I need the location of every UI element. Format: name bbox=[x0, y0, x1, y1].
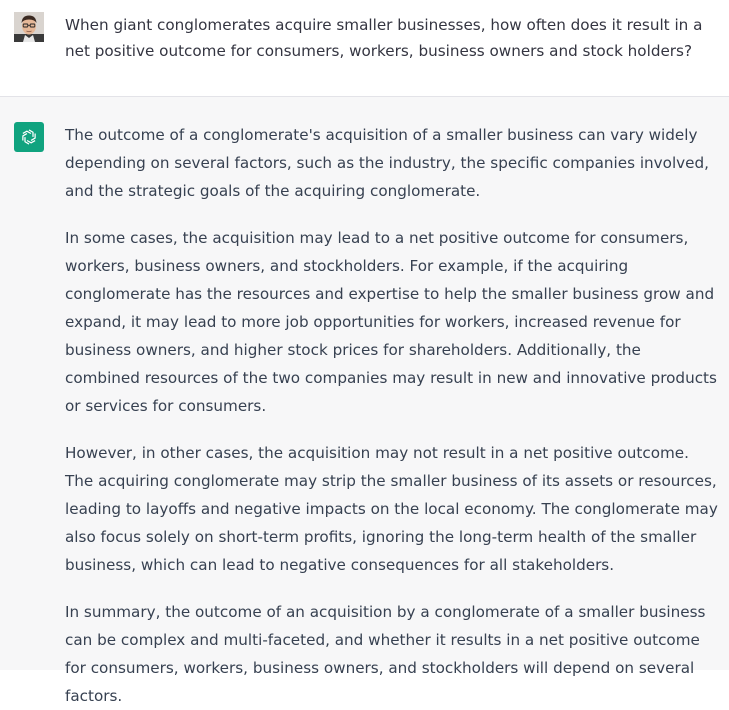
user-message-text: When giant conglomerates acquire smaller businesses, how often does it result in a net positive outcome for consumers, workers, business owners and stock holders? bbox=[65, 16, 703, 60]
user-avatar bbox=[14, 12, 44, 42]
assistant-paragraph: In summary, the outcome of an acquisition by a conglomerate of a smaller business can be complex and multi-faceted, and whether it results in a net positive outcome for consumers, workers, business owners, and stockholders will depend on several factors. bbox=[65, 603, 706, 705]
assistant-paragraph: However, in other cases, the acquisition may not result in a net positive outcome. The acquiring conglomerate may strip the smaller business of its assets or resources, leading to layoffs and negative impacts on the local economy. The conglomerate may also focus solely on short-term profits, ignoring the long-term health of the smaller business, which can lead to negative consequences for all stakeholders. bbox=[65, 444, 718, 574]
openai-logo-icon bbox=[14, 122, 44, 152]
assistant-message bbox=[0, 97, 729, 705]
assistant-message-body bbox=[65, 121, 720, 710]
user-message bbox=[0, 0, 729, 97]
assistant-paragraph: The outcome of a conglomerate's acquisition of a smaller business can vary widely depending on several factors, such as the industry, the specific companies involved, and the strategic goals of the acquiring conglomerate. bbox=[65, 126, 709, 200]
assistant-avatar bbox=[14, 122, 44, 152]
user-photo-avatar-icon bbox=[14, 12, 44, 42]
assistant-paragraph: In some cases, the acquisition may lead to a net positive outcome for consumers, workers, business owners, and stockholders. For example, if the acquiring conglomerate has the resources and expertise to help the smaller business grow and expand, it may lead to more job opportunities for workers, increased revenue for business owners, and higher stock prices for shareholders. Additionally, the combined resources of the two companies may result in new and innovative products or services for consumers. bbox=[65, 229, 717, 415]
openai-logo-glyph-icon bbox=[19, 127, 39, 147]
